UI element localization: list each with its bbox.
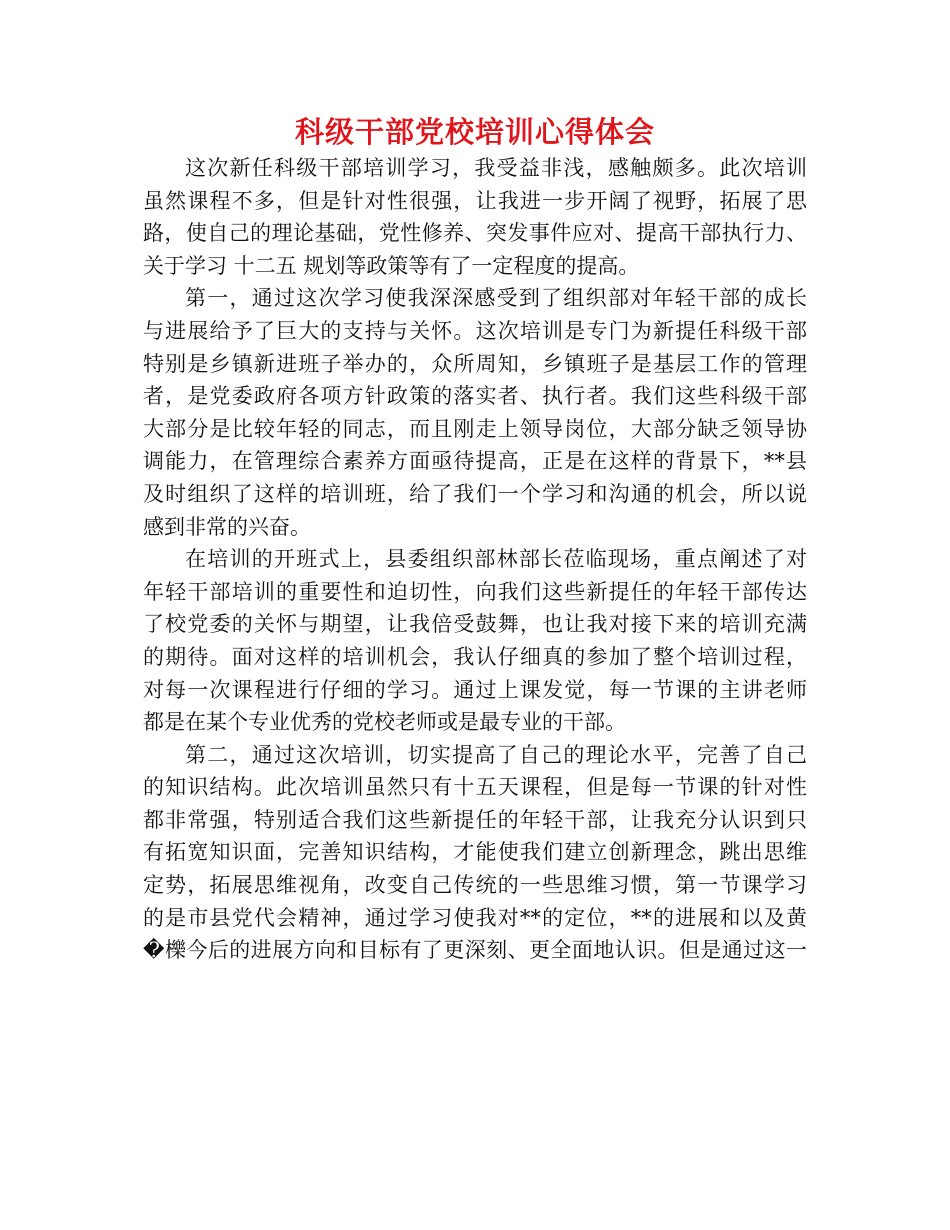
text-line: 虽然课程不多，但是针对性很强，让我进一步开阔了视野，拓展了思 xyxy=(143,188,807,213)
document-body xyxy=(143,152,807,967)
text-line: 都是在某个专业优秀的党校老师或是最专业的干部。 xyxy=(143,710,626,735)
text-line: 调能力，在管理综合素养方面亟待提高，正是在这样的背景下，**县 xyxy=(143,449,807,474)
text-line: 第一，通过这次学习使我深深感受到了组织部对年轻干部的成长 xyxy=(185,286,807,311)
text-line: 与进展给予了巨大的支持与关怀。这次培训是专门为新提任科级干部 xyxy=(143,318,807,343)
text-line: �櫟今后的进展方向和目标有了更深刻、更全面地认识。但是通过这一 xyxy=(143,938,807,963)
text-line: 对每一次课程进行仔细的学习。通过上课发觉，每一节课的主讲老师 xyxy=(143,677,807,702)
text-line: 关于学习 十二五 规划等政策等有了一定程度的提高。 xyxy=(143,253,640,278)
text-line: 有拓宽知识面，完善知识结构，才能使我们建立创新理念，跳出思维 xyxy=(143,840,807,865)
paragraph-first-point xyxy=(143,282,807,543)
text-line: 特别是乡镇新进班子举办的，众所周知，乡镇班子是基层工作的管理 xyxy=(143,351,807,376)
text-line: 了校党委的关怀与期望，让我倍受鼓舞，也让我对接下来的培训充满 xyxy=(143,612,807,637)
text-line: 定势，拓展思维视角，改变自己传统的一些思维习惯，第一节课学习 xyxy=(143,873,807,898)
paragraph-second-point xyxy=(143,739,807,967)
text-line: 感到非常的兴奋。 xyxy=(143,514,311,539)
text-line: 者，是党委政府各项方针政策的落实者、执行者。我们这些科级干部 xyxy=(143,384,807,409)
text-line: 大部分是比较年轻的同志，而且刚走上领导岗位，大部分缺乏领导协 xyxy=(143,416,807,441)
text-line: 这次新任科级干部培训学习，我受益非浅，感触颇多。此次培训 xyxy=(185,156,807,180)
text-line: 都非常强，特别适合我们这些新提任的年轻干部，让我充分认识到只 xyxy=(143,807,807,832)
text-line: 及时组织了这样的培训班，给了我们一个学习和沟通的机会，所以说 xyxy=(143,481,807,506)
paragraph-intro xyxy=(143,152,807,282)
text-line: 第二，通过这次培训，切实提高了自己的理论水平，完善了自己 xyxy=(185,742,807,767)
text-line: 在培训的开班式上，县委组织部林部长莅临现场，重点阐述了对 xyxy=(185,547,807,572)
document-title: 科级干部党校培训心得体会 xyxy=(294,115,655,149)
text-line: 的知识结构。此次培训虽然只有十五天课程，但是每一节课的针对性 xyxy=(143,775,807,800)
text-line: 年轻干部培训的重要性和迫切性，向我们这些新提任的年轻干部传达 xyxy=(143,579,807,604)
text-line: 路，使自己的理论基础，党性修养、突发事件应对、提高干部执行力、 xyxy=(143,221,807,246)
text-line: 的是市县党代会精神，通过学习使我对**的定位，**的进展和以及黄 xyxy=(143,905,807,930)
paragraph-opening-ceremony xyxy=(143,543,807,739)
text-line: 的期待。面对这样的培训机会，我认仔细真的参加了整个培训过程， xyxy=(143,644,807,669)
